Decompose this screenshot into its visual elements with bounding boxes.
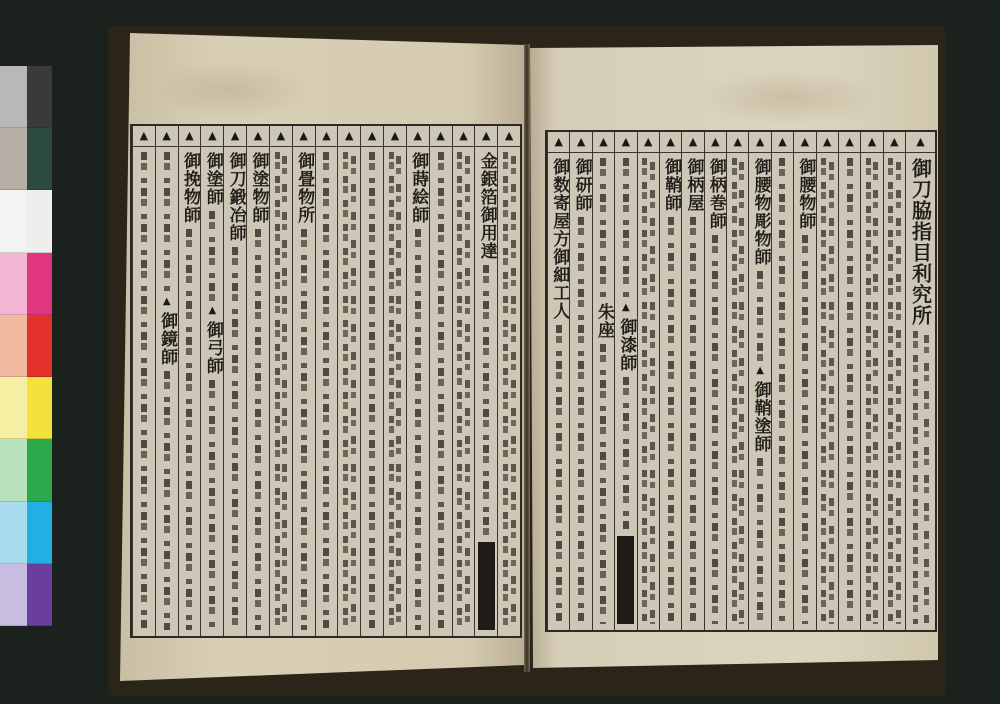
triangle-marker: ▲ bbox=[338, 126, 360, 147]
inked-block bbox=[617, 536, 634, 624]
printed-text-strokes bbox=[570, 217, 591, 624]
calibration-patch bbox=[27, 502, 52, 564]
triangle-marker: ▲ bbox=[749, 132, 770, 153]
column-heading: 御刀脇指目利究所 bbox=[908, 158, 933, 326]
column-heading: 御鏡師 bbox=[157, 312, 178, 366]
printed-text-strokes bbox=[361, 152, 383, 630]
printed-text-strokes bbox=[861, 158, 882, 624]
printed-text-strokes bbox=[772, 158, 793, 624]
triangle-marker: ▲ bbox=[293, 126, 315, 147]
table-column bbox=[860, 132, 882, 630]
printed-text-strokes bbox=[133, 152, 155, 630]
table-column bbox=[793, 132, 815, 630]
triangle-marker: ▲ bbox=[705, 132, 726, 153]
table-column bbox=[223, 126, 246, 636]
table-column bbox=[200, 126, 223, 636]
printed-text-strokes bbox=[749, 458, 770, 624]
triangle-marker: ▲ bbox=[548, 132, 569, 153]
column-heading: 御挽物師 bbox=[179, 152, 200, 224]
printed-text-strokes bbox=[705, 235, 726, 624]
table-column bbox=[726, 132, 748, 630]
calibration-patch bbox=[0, 66, 27, 128]
table-column bbox=[246, 126, 269, 636]
calibration-patch bbox=[27, 253, 52, 315]
column-heading: 御腰物彫物師 bbox=[750, 158, 771, 266]
triangle-marker: ▲ bbox=[156, 126, 178, 147]
printed-text-strokes bbox=[430, 152, 452, 630]
triangle-marker: ▲ bbox=[817, 132, 838, 153]
table-column bbox=[748, 132, 770, 630]
printed-text-strokes bbox=[638, 158, 659, 624]
triangle-marker: ▲ bbox=[430, 126, 452, 147]
table-column bbox=[771, 132, 793, 630]
column-heading: 御腰物師 bbox=[795, 158, 816, 230]
triangle-marker: ▲ bbox=[570, 132, 591, 153]
table-column bbox=[614, 132, 636, 630]
triangle-marker: ▲ bbox=[839, 132, 860, 153]
table-column bbox=[637, 132, 659, 630]
printed-text-strokes bbox=[794, 235, 815, 624]
printed-text-strokes bbox=[498, 152, 520, 630]
triangle-marker: ▲ bbox=[475, 126, 497, 147]
printed-text-strokes bbox=[548, 325, 569, 624]
printed-text-strokes bbox=[615, 377, 636, 531]
column-heading: 御塗物師 bbox=[248, 152, 269, 224]
table-column bbox=[816, 132, 838, 630]
table-column bbox=[132, 126, 155, 636]
calibration-patch bbox=[27, 190, 52, 252]
triangle-marker: ▲ bbox=[316, 126, 338, 147]
calibration-patch bbox=[0, 315, 27, 377]
column-heading: 御柄屋 bbox=[683, 158, 704, 212]
printed-text-strokes bbox=[270, 152, 292, 630]
column-heading: 御畳物所 bbox=[294, 152, 315, 224]
triangle-marker: ▲ bbox=[615, 132, 636, 153]
column-heading: 朱座 bbox=[593, 303, 614, 339]
triangle-marker: ▲ bbox=[179, 126, 201, 147]
printed-text-strokes bbox=[316, 152, 338, 630]
table-column bbox=[838, 132, 860, 630]
column-heading: 金銀箔御用達 bbox=[476, 152, 497, 260]
printed-text-strokes bbox=[156, 152, 178, 292]
triangle-marker: ▲ bbox=[884, 132, 905, 153]
table-column bbox=[315, 126, 338, 636]
calibration-patch bbox=[0, 190, 27, 252]
printed-text-strokes bbox=[615, 158, 636, 298]
column-heading: 御弓師 bbox=[202, 321, 223, 375]
triangle-marker: ▲ bbox=[682, 132, 703, 153]
table-column bbox=[452, 126, 475, 636]
table-column bbox=[681, 132, 703, 630]
printed-text-strokes bbox=[384, 152, 406, 630]
printed-text-strokes bbox=[247, 229, 269, 630]
calibration-patch bbox=[27, 564, 52, 626]
triangle-marker: ▲ bbox=[756, 365, 764, 376]
printed-text-strokes bbox=[156, 371, 178, 630]
paper-stain bbox=[150, 60, 310, 120]
triangle-marker: ▲ bbox=[638, 132, 659, 153]
triangle-marker: ▲ bbox=[201, 126, 223, 147]
triangle-marker: ▲ bbox=[208, 305, 217, 316]
table-column bbox=[406, 126, 429, 636]
table-column bbox=[292, 126, 315, 636]
column-heading: 御鞘塗師 bbox=[750, 381, 771, 453]
printed-text-strokes bbox=[201, 380, 223, 630]
printed-text-strokes bbox=[407, 229, 429, 630]
table-column bbox=[178, 126, 201, 636]
calibration-patch bbox=[27, 439, 52, 501]
printed-text-strokes bbox=[884, 158, 905, 624]
paper-stain bbox=[700, 70, 880, 125]
triangle-marker: ▲ bbox=[384, 126, 406, 147]
triangle-marker: ▲ bbox=[247, 126, 269, 147]
calibration-patch bbox=[27, 66, 52, 128]
printed-text-strokes bbox=[749, 271, 770, 361]
table-column bbox=[155, 126, 178, 636]
table-column bbox=[429, 126, 452, 636]
calibration-patch bbox=[27, 377, 52, 439]
printed-text-strokes bbox=[682, 217, 703, 624]
triangle-marker: ▲ bbox=[224, 126, 246, 147]
triangle-marker: ▲ bbox=[727, 132, 748, 153]
triangle-marker: ▲ bbox=[660, 132, 681, 153]
calibration-patch bbox=[0, 377, 27, 439]
printed-text-strokes bbox=[727, 158, 748, 624]
triangle-marker: ▲ bbox=[794, 132, 815, 153]
printed-text-strokes bbox=[338, 152, 360, 630]
calibration-patch bbox=[27, 315, 52, 377]
calibration-patch bbox=[0, 502, 27, 564]
printed-text-strokes bbox=[839, 158, 860, 624]
triangle-marker: ▲ bbox=[162, 296, 171, 307]
calibration-patch bbox=[0, 564, 27, 626]
table-column bbox=[659, 132, 681, 630]
printed-text-strokes bbox=[453, 152, 475, 630]
printed-text-strokes bbox=[475, 265, 497, 537]
column-heading: 御塗師 bbox=[202, 152, 223, 206]
table-column bbox=[337, 126, 360, 636]
printed-text-strokes bbox=[593, 344, 614, 624]
triangle-marker: ▲ bbox=[906, 132, 935, 153]
triangle-marker: ▲ bbox=[361, 126, 383, 147]
inked-block bbox=[478, 542, 495, 630]
printed-text-strokes bbox=[593, 158, 614, 298]
left-page-table bbox=[130, 124, 522, 638]
printed-text-strokes bbox=[179, 229, 201, 630]
triangle-marker: ▲ bbox=[498, 126, 520, 147]
color-calibration-strip bbox=[0, 66, 52, 626]
printed-text-strokes bbox=[293, 229, 315, 630]
column-heading: 御数寄屋方御細工人 bbox=[549, 158, 570, 320]
table-column bbox=[547, 132, 569, 630]
triangle-marker: ▲ bbox=[453, 126, 475, 147]
table-column bbox=[383, 126, 406, 636]
table-column bbox=[592, 132, 614, 630]
triangle-marker: ▲ bbox=[593, 132, 614, 153]
table-column bbox=[474, 126, 497, 636]
triangle-marker: ▲ bbox=[621, 302, 630, 313]
triangle-marker: ▲ bbox=[270, 126, 292, 147]
printed-text-strokes bbox=[660, 217, 681, 624]
printed-text-strokes bbox=[224, 247, 246, 630]
table-column bbox=[360, 126, 383, 636]
table-column bbox=[269, 126, 292, 636]
triangle-marker: ▲ bbox=[407, 126, 429, 147]
printed-text-strokes bbox=[906, 331, 935, 624]
book-spine bbox=[524, 44, 530, 672]
column-heading: 御蒔絵師 bbox=[408, 152, 429, 224]
column-heading: 御研師 bbox=[571, 158, 592, 212]
table-column bbox=[569, 132, 591, 630]
table-column bbox=[905, 132, 935, 630]
triangle-marker: ▲ bbox=[772, 132, 793, 153]
column-heading: 御漆師 bbox=[616, 318, 637, 372]
triangle-marker: ▲ bbox=[861, 132, 882, 153]
triangle-marker: ▲ bbox=[133, 126, 155, 147]
column-heading: 御鞘師 bbox=[661, 158, 682, 212]
table-column bbox=[497, 126, 520, 636]
calibration-patch bbox=[0, 128, 27, 190]
column-heading: 御柄巻師 bbox=[705, 158, 726, 230]
printed-text-strokes bbox=[817, 158, 838, 624]
printed-text-strokes bbox=[201, 211, 223, 301]
table-column bbox=[883, 132, 905, 630]
calibration-patch bbox=[0, 253, 27, 315]
right-page-table bbox=[545, 130, 937, 632]
calibration-patch bbox=[0, 439, 27, 501]
column-heading: 御刀鍛冶師 bbox=[225, 152, 246, 242]
table-column bbox=[704, 132, 726, 630]
calibration-patch bbox=[27, 128, 52, 190]
